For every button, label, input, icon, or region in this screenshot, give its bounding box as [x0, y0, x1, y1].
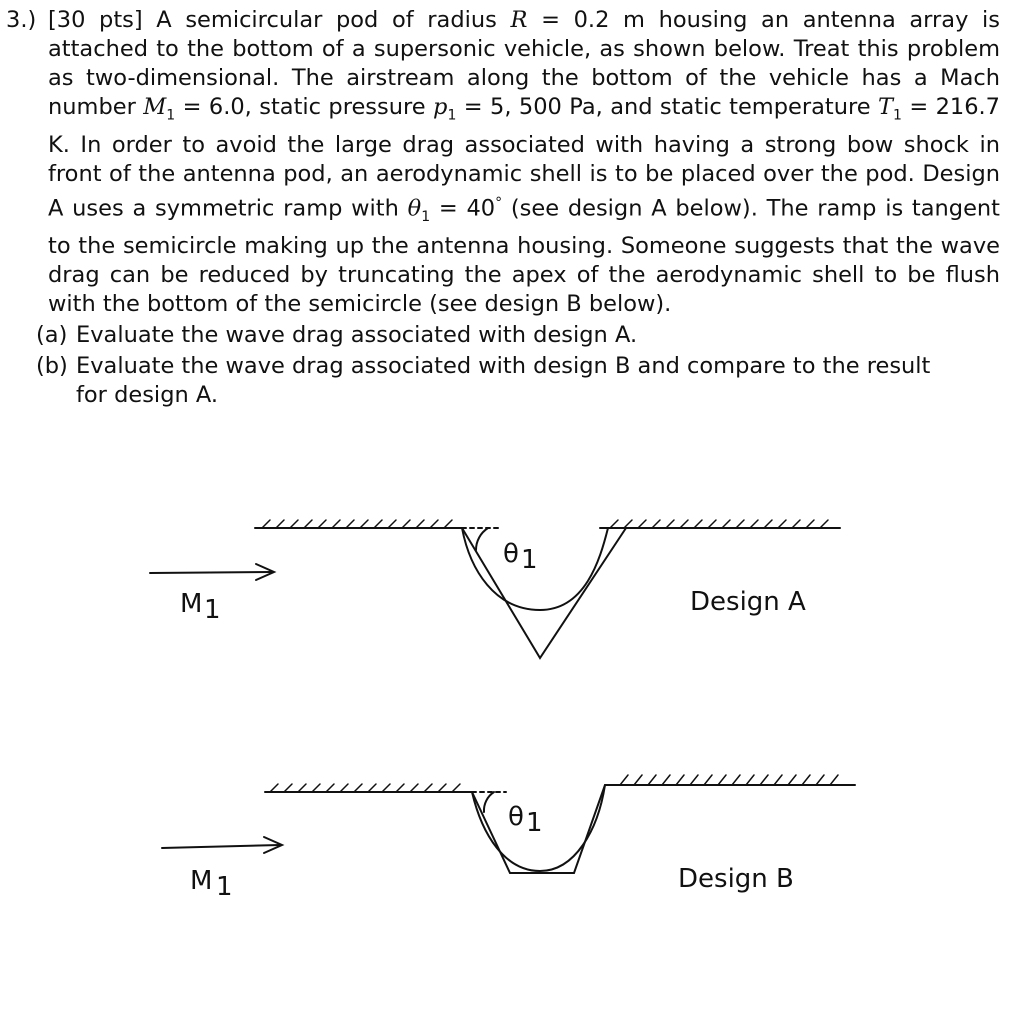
mach-label-b: M: [190, 866, 213, 896]
mach-label-a: M: [180, 589, 203, 619]
radius-symbol: R: [510, 7, 528, 33]
angle-arc-b: [484, 792, 494, 812]
left-wall-hatching-b: [270, 784, 460, 792]
flow-arrow-b: [162, 845, 280, 848]
left-wall-hatching-a: [262, 520, 452, 528]
problem-paragraph: [6, 6, 1000, 319]
flow-arrow-a: [150, 572, 272, 573]
right-wall-hatching-b: [620, 775, 838, 785]
angle-subscript-b: 1: [526, 808, 543, 838]
theta-value-text: = 40: [430, 195, 496, 221]
problem-number: 3.): [6, 7, 37, 33]
part-a-text: Evaluate the wave drag associated with design A.: [76, 321, 638, 348]
angle-subscript-a: 1: [521, 545, 538, 575]
theta-subscript: 1: [421, 208, 431, 225]
part-a-label: (a): [36, 321, 68, 348]
part-b-label: (b): [36, 352, 68, 379]
part-b-text: Evaluate the wave drag associated with design B and compare to the result: [76, 352, 931, 379]
temperature-symbol: T: [877, 94, 893, 120]
problem-statement: [6, 6, 1000, 410]
mach-subscript-b: 1: [216, 872, 233, 902]
part-b-continuation: for design A.: [76, 381, 219, 408]
rest-text: (see design A below). The ramp is tangent to the semicircle making up the antenna housing. Someone suggests that the wave drag can be reduced by truncating the apex of the aerodynamic shell to be flush with the bottom of the semicircle (see design B below).: [48, 195, 1000, 317]
temperature-value-text: = 216.7 K. In order to avoid the large drag associated with having a strong bow shock in front of the antenna pod, an aerodynamic shell is to be placed over the pod. Design A uses a symmetric ramp with: [48, 94, 1000, 221]
mach-value-text: = 6.0, static pressure: [175, 94, 434, 120]
angle-label-b: θ: [508, 802, 524, 832]
pressure-symbol: p: [433, 94, 448, 120]
angle-label-a: θ: [503, 539, 519, 569]
ramp-shell-a: [462, 528, 626, 658]
pressure-value-text: = 5, 500 Pa, and static temperature: [456, 94, 878, 120]
design-a-label: Design A: [690, 587, 806, 617]
mach-subscript: 1: [166, 107, 176, 124]
angle-arc-a: [476, 528, 488, 550]
pressure-subscript: 1: [447, 107, 457, 124]
design-a-figure: [0, 500, 1024, 680]
part-b: [36, 352, 1000, 410]
mach-subscript-a: 1: [204, 595, 221, 625]
right-wall-hatching-a: [610, 520, 828, 528]
mach-symbol: M: [143, 94, 167, 120]
radius-value-text: = 0.2 m housing an antenna array is attached to the bottom of a supersonic vehicle, as shown below. Treat this problem as two-dimensional. The airstream along the bottom of the vehicle has a Mach number: [48, 7, 1000, 120]
degree-symbol: °: [495, 194, 503, 211]
problem-body: [48, 6, 1000, 319]
part-a: [36, 321, 1000, 350]
design-b-label: Design B: [678, 864, 794, 894]
temperature-subscript: 1: [892, 107, 902, 124]
design-b-figure: [0, 755, 1024, 905]
intro-text: [30 pts] A semicircular pod of radius: [48, 7, 511, 33]
theta-symbol: θ: [407, 195, 422, 221]
